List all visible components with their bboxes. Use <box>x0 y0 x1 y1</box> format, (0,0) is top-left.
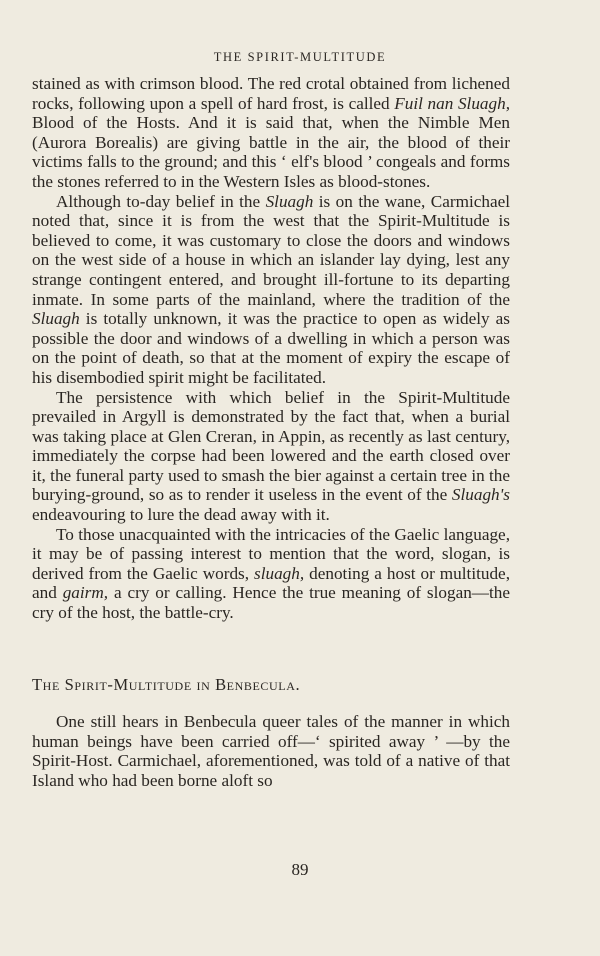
section-heading: The Spirit-Multitude in Benbecula. <box>32 674 301 694</box>
paragraph-3: The persistence with which belief in the Spirit-Multitude prevailed in Argyll is demonstrated by the fact that, when a burial was taking place at Glen Creran, in Appin, as recently as last century, immediately the corpse had been lowered and the earth closed over it, the funeral party used to smash the bier against a certain tree in the burying-ground, so as to render it useless in the event of the Sluagh's endeavouring to lure the dead away with it. <box>32 387 510 525</box>
gaelic-term: Sluagh <box>32 309 80 329</box>
gaelic-term: Fuil nan Sluagh, <box>394 93 511 113</box>
gaelic-term: Sluagh's <box>451 485 510 505</box>
gaelic-term: gairm, <box>62 583 109 603</box>
paragraph-5: One still hears in Benbecula queer tales of the manner in which human beings have been carried off—‘ spirited away ’ —by the Spirit-Host. Carmichael, aforementioned, was told of a native of that Island who had been borne aloft so <box>32 712 510 790</box>
paragraph-4: To those unacquainted with the intricacies of the Gaelic language, it may be of passing interest to mention that the word, slogan, is derived from the Gaelic words, sluagh, denoting a host or multitude, and gairm, a cry or calling. Hence the true meaning of slogan—the cry of the host, the battle-cry. <box>32 524 510 623</box>
paragraph-2: Although to-day belief in the Sluagh is on the wane, Carmichael noted that, since it is from the west that the Spirit-Multitude is believed to come, it was customary to close the doors and windows on the west side of a house in which an islander lay dying, lest any strange contingent entered, and brought ill-fortune to its departing inmate. In some parts of the mainland, where the tradition of the Sluagh is totally unknown, it was the practice to open as widely as possible the door and windows of a dwelling in which a person was on the point of death, so that at the moment of expiry the escape of his disembodied spirit might be facilitated. <box>32 191 510 387</box>
body-text <box>32 74 510 791</box>
gaelic-term: sluagh, <box>254 563 305 583</box>
running-head: THE SPIRIT-MULTITUDE <box>213 50 387 64</box>
paragraph-1: stained as with crimson blood. The red crotal obtained from lichened rocks, following upon a spell of hard frost, is called Fuil nan Sluagh, Blood of the Hosts. And it is said that, when the Nimble Men (Aurora Borealis) are giving battle in the air, the blood of their victims falls to the ground; and this ‘ elf's blood ’ congeals and forms the stones referred to in the Western Isles as blood-stones. <box>32 74 511 191</box>
gaelic-term: Sluagh <box>265 191 314 211</box>
page-number: 89 <box>291 860 309 879</box>
